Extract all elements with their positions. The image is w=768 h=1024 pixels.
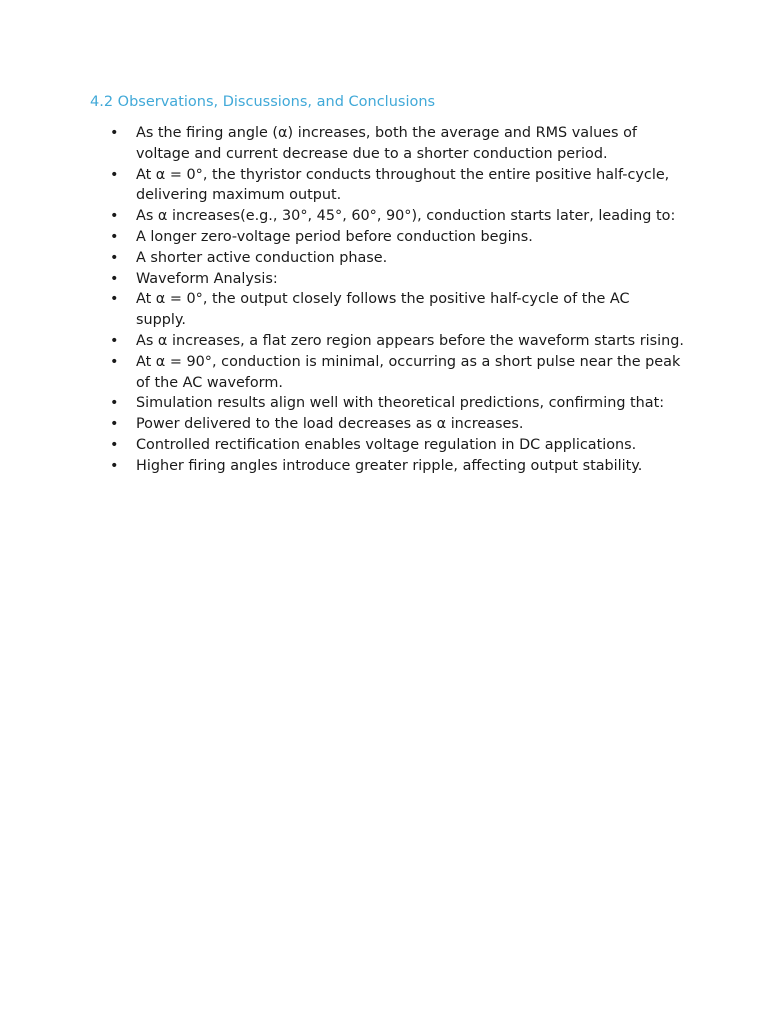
bullet-icon: • <box>110 208 119 225</box>
bullet-icon: • <box>110 353 119 370</box>
list-item <box>0 393 684 414</box>
bullet-icon: • <box>110 457 119 474</box>
list-item-text: At α = 0°, the output closely follows the positive half-cycle of the AC supply. <box>136 291 630 329</box>
list-item <box>0 435 684 456</box>
bullet-icon: • <box>110 270 119 287</box>
list-item <box>0 165 684 207</box>
bullet-icon: • <box>110 291 119 308</box>
bullet-icon: • <box>110 436 119 453</box>
bullet-list <box>0 123 768 477</box>
list-item <box>0 456 684 477</box>
bullet-icon: • <box>110 332 119 349</box>
bullet-icon: • <box>110 249 119 266</box>
list-item-text: A longer zero-voltage period before conduction begins. <box>136 228 533 245</box>
list-item-text: Simulation results align well with theoretical predictions, confirming that: <box>136 395 665 412</box>
list-item <box>0 289 684 331</box>
list-item-text: At α = 0°, the thyristor conducts throughout the entire positive half-cycle, delivering maximum output. <box>136 166 670 204</box>
bullet-icon: • <box>110 416 119 433</box>
list-item <box>0 331 684 352</box>
list-item-text: Higher firing angles introduce greater ripple, affecting output stability. <box>136 457 643 474</box>
list-item <box>0 206 684 227</box>
bullet-icon: • <box>110 166 119 183</box>
bullet-icon: • <box>110 395 119 412</box>
list-item <box>0 123 684 165</box>
bullet-icon: • <box>110 125 119 141</box>
list-item <box>0 352 684 394</box>
list-item <box>0 414 684 435</box>
list-item <box>0 269 684 290</box>
list-item-text: Power delivered to the load decreases as α increases. <box>136 416 524 433</box>
list-item-text: As α increases(e.g., 30°, 45°, 60°, 90°), conduction starts later, leading to: <box>136 208 676 225</box>
list-item-text: At α = 90°, conduction is minimal, occurring as a short pulse near the peak of the AC waveform. <box>136 353 681 391</box>
list-item-text: Waveform Analysis: <box>136 270 278 287</box>
list-item <box>0 227 684 248</box>
list-item-text: As α increases, a flat zero region appears before the waveform starts rising. <box>136 332 684 349</box>
bullet-icon: • <box>110 228 119 245</box>
list-item-text: A shorter active conduction phase. <box>136 249 388 266</box>
list-item-text: Controlled rectification enables voltage regulation in DC applications. <box>136 436 637 453</box>
list-item <box>0 248 684 269</box>
section-heading: 4.2 Observations, Discussions, and Conclusions <box>90 94 436 110</box>
list-item-text: As the firing angle (α) increases, both the average and RMS values of voltage and current decrease due to a shorter conduction period. <box>136 125 637 162</box>
